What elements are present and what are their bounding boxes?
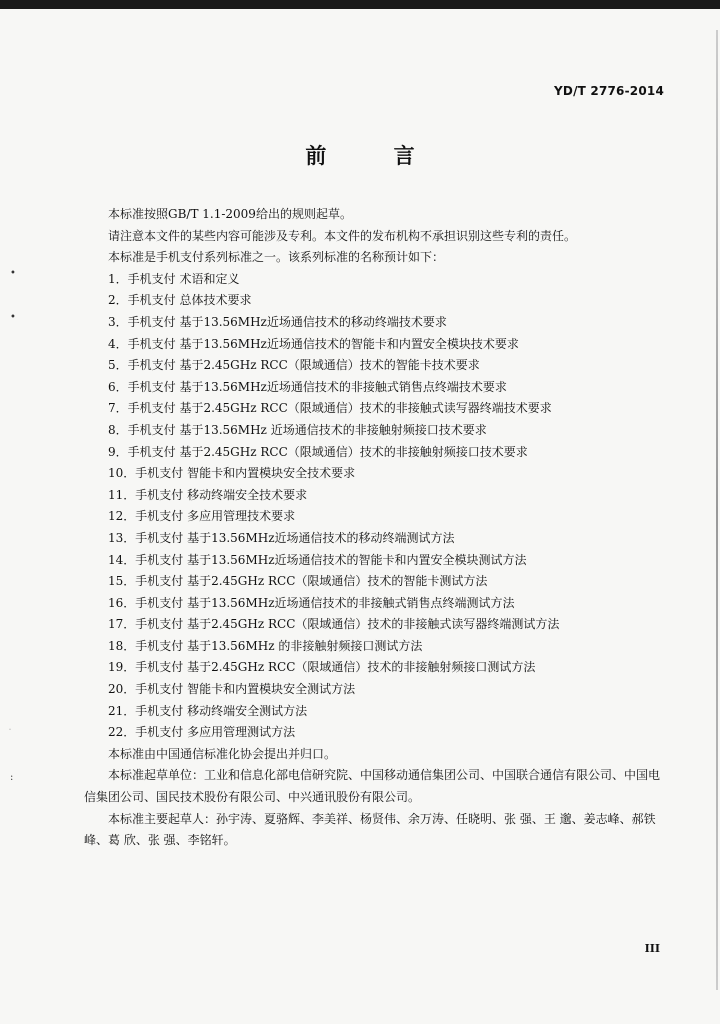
scan-speck: : [10,772,14,783]
scan-top-edge [0,0,720,9]
list-item: 12．手机支付 多应用管理技术要求 [108,509,296,524]
list-item: 20．手机支付 智能卡和内置模块安全测试方法 [108,682,356,697]
list-item: 4．手机支付 基于13.56MHz近场通信技术的智能卡和内置安全模块技术要求 [108,336,519,351]
list-item: 5．手机支付 基于2.45GHz RCC（限域通信）技术的智能卡技术要求 [108,358,480,373]
list-item: 13．手机支付 基于13.56MHz近场通信技术的移动终端测试方法 [108,530,455,545]
closing-paragraph: 本标准由中国通信标准化协会提出并归口。 [108,746,337,761]
list-item: 22．手机支付 多应用管理测试方法 [108,725,296,740]
list-item: 18．手机支付 基于13.56MHz 的非接触射频接口测试方法 [108,638,423,653]
standards-list [84,269,670,744]
list-item: 6．手机支付 基于13.56MHz近场通信技术的非接触式销售点终端技术要求 [108,379,507,394]
list-item: 10．手机支付 智能卡和内置模块安全技术要求 [108,466,356,481]
list-item: 17．手机支付 基于2.45GHz RCC（限域通信）技术的非接触式读写器终端测试方法 [108,617,560,632]
list-item: 14．手机支付 基于13.56MHz近场通信技术的智能卡和内置安全模块测试方法 [108,552,527,567]
list-item: 1．手机支付 术语和定义 [108,271,240,286]
intro-paragraph: 本标准按照GB/T 1.1-2009给出的规则起草。 [108,207,352,221]
list-item: 2．手机支付 总体技术要求 [108,293,252,308]
list-item: 8．手机支付 基于13.56MHz 近场通信技术的非接触射频接口技术要求 [108,422,487,437]
list-item: 9．手机支付 基于2.45GHz RCC（限域通信）技术的非接触射频接口技术要求 [108,444,528,459]
document-code: YD/T 2776-2014 [554,84,664,98]
list-item: 15．手机支付 基于2.45GHz RCC（限域通信）技术的智能卡测试方法 [108,574,488,589]
intro-paragraph: 请注意本文件的某些内容可能涉及专利。本文件的发布机构不承担识别这些专利的责任。 [108,228,577,243]
drafters-paragraph: 本标准主要起草人：孙宇涛、夏骆辉、李美祥、杨贤伟、余万涛、任晓明、张 强、王 邈、姜志峰、郝铁峰、葛 欣、张 强、李铭轩。 [84,811,656,848]
page-title: 前 言 [305,144,445,168]
list-item: 3．手机支付 基于13.56MHz近场通信技术的移动终端技术要求 [108,314,447,329]
drafting-units-paragraph: 本标准起草单位：工业和信息化部电信研究院、中国移动通信集团公司、中国联合通信有限公司、中国电信集团公司、国民技术股份有限公司、中兴通讯股份有限公司。 [84,768,661,805]
document-body [84,204,670,852]
scan-speck: • [10,268,16,279]
list-item: 7．手机支付 基于2.45GHz RCC（限域通信）技术的非接触式读写器终端技术要求 [108,401,552,416]
scan-right-edge [716,30,718,990]
list-item: 21．手机支付 移动终端安全测试方法 [108,703,308,718]
intro-paragraph: 本标准是手机支付系列标准之一。该系列标准的名称预计如下： [108,250,445,265]
list-item: 11．手机支付 移动终端安全技术要求 [108,487,308,502]
scan-speck: • [10,312,16,323]
page-number: III [644,942,660,955]
list-item: 16．手机支付 基于13.56MHz近场通信技术的非接触式销售点终端测试方法 [108,595,515,610]
list-item: 19．手机支付 基于2.45GHz RCC（限域通信）技术的非接触射频接口测试方法 [108,660,536,675]
